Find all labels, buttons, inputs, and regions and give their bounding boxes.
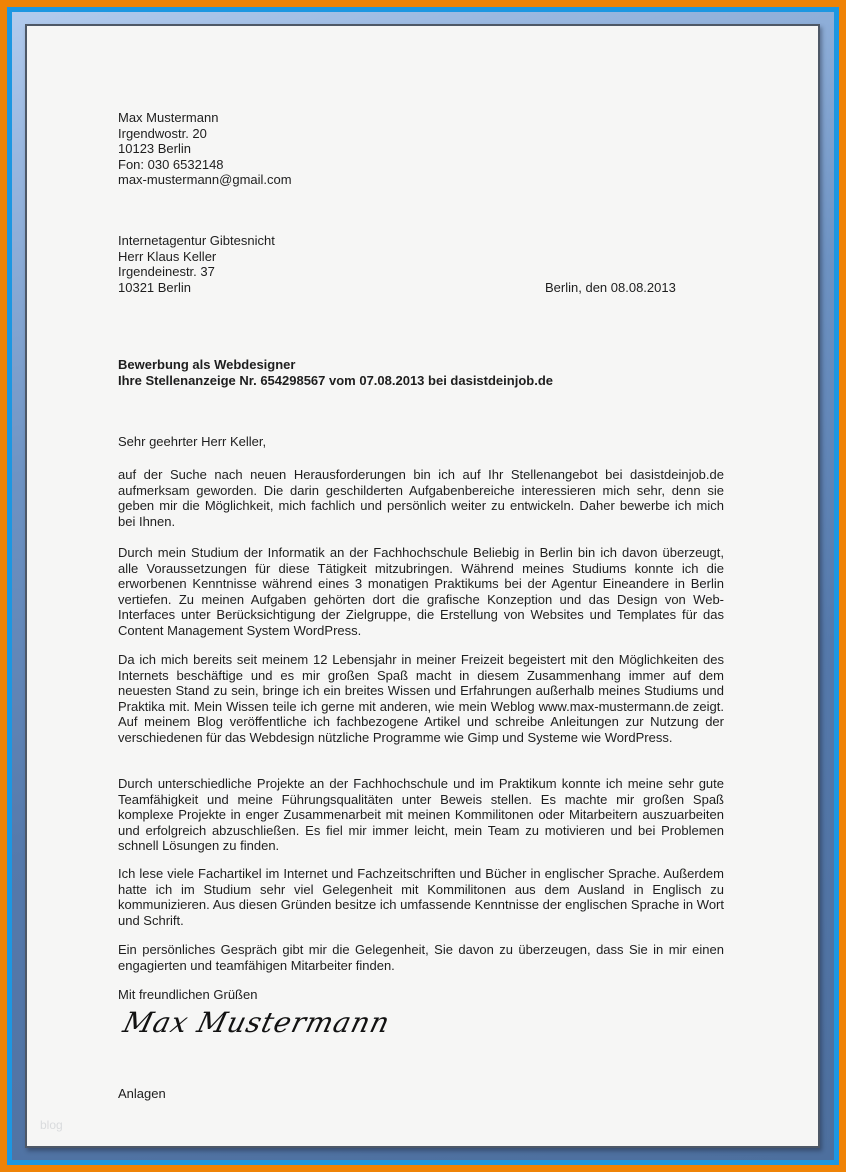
sender-name: Max Mustermann — [118, 110, 219, 125]
paragraph-teamwork: Durch unterschiedliche Projekte an der Fachhochschule und im Praktikum konnte ich meine sehr gute Teamfähigkeit und meine Führungsqualitäten unter Beweis stellen. Es machte mir großen Spaß komplexe Projekte in enger Zusammenarbeit mit meinen Kommilitonen oder Mitarbeitern auszuarbeiten und erfolgreich abzuschließen. Es fiel mir immer leicht, mein Team zu motivieren und bei Problemen schnell Lösungen zu finden. — [118, 776, 724, 854]
date-line: Berlin, den 08.08.2013 — [545, 280, 676, 295]
paragraph-interview: Ein persönliches Gespräch gibt mir die Gelegenheit, Sie davon zu überzeugen, dass Sie in mir einen engagierten und teamfähigen Mitarbeiter finden. — [118, 942, 724, 973]
blog-watermark: blog — [40, 1118, 63, 1132]
recipient-city: 10321 Berlin — [118, 279, 191, 295]
paragraph-english: Ich lese viele Fachartikel im Internet und Fachzeitschriften und Bücher in englischer Sprache. Außerdem hatte ich im Studium sehr viel Gelegenheit mit Kommilitonen aus dem Ausland in Englisch zu kommunizieren. Aus diesen Gründen besitze ich umfassende Kenntnisse der englischen Sprache in Wort und Schrift. — [118, 866, 724, 928]
sender-address-block — [118, 110, 724, 188]
subject-block — [118, 357, 724, 388]
sender-phone: Fon: 030 6532148 — [118, 156, 224, 172]
recipient-person: Herr Klaus Keller — [118, 248, 217, 264]
subject-reference: Ihre Stellenanzeige Nr. 654298567 vom 07.08.2013 bei dasistdeinjob.de — [118, 372, 553, 388]
sender-city: 10123 Berlin — [118, 141, 191, 157]
paragraph-studies: Durch mein Studium der Informatik an der Fachhochschule Beliebig in Berlin bin ich davon überzeugt, alle Voraussetzungen für diese Tätigkeit mitzubringen. Während meines Studiums konnte ich die erworbenen Kenntnisse während eines 3 monatigen Praktikums bei der Agentur Eineandere in Berlin vertiefen. Zu meinen Aufgaben gehörten dort die grafische Konzeption und das Design von Web-Interfaces unter Berücksichtigung der Zielgruppe, die Erstellung von Websites und Templates für das Content Management System WordPress. — [118, 545, 724, 638]
closing-formula: Mit freundlichen Grüßen — [118, 987, 258, 1002]
letter-page — [25, 24, 820, 1148]
enclosures-label: Anlagen — [118, 1086, 166, 1101]
salutation: Sehr geehrter Herr Keller, — [118, 434, 267, 449]
recipient-company: Internetagentur Gibtesnicht — [118, 233, 275, 248]
subject-title: Bewerbung als Webdesigner — [118, 357, 296, 372]
sender-email: max-mustermann@gmail.com — [118, 172, 292, 188]
paragraph-intro: auf der Suche nach neuen Herausforderungen bin ich auf Ihr Stellenangebot bei dasistdeinjob.de aufmerksam geworden. Die darin geschilderten Aufgabenbereiche interessieren mich sehr, denn sie geben mir die Möglichkeit, mich fachlich und persönlich weiter zu entwickeln. Daher bewerbe ich mich bei Ihnen. — [118, 467, 724, 529]
recipient-street: Irgendeinestr. 37 — [118, 264, 215, 280]
handwritten-signature: Max Mustermann — [119, 1006, 394, 1039]
paragraph-hobby-blog: Da ich mich bereits seit meinem 12 Lebensjahr in meiner Freizeit begeistert mit den Möglichkeiten des Internets beschäftige und es mir großen Spaß macht in diesem Zusammenhang immer auf dem neuesten Stand zu sein, bringe ich ein breites Wissen und Erfahrungen außerhalb meines Studiums und Praktika mit. Mein Wissen teile ich gerne mit anderen, wie mein Weblog www.max-mustermann.de zeigt. Auf meinem Blog veröffentliche ich fachbezogene Artikel und schreibe Anleitungen zur Nutzung der verschiedenen für das Webdesign nützliche Programme wie Gimp und Systeme wie WordPress. — [118, 652, 724, 745]
sender-street: Irgendwostr. 20 — [118, 125, 207, 141]
